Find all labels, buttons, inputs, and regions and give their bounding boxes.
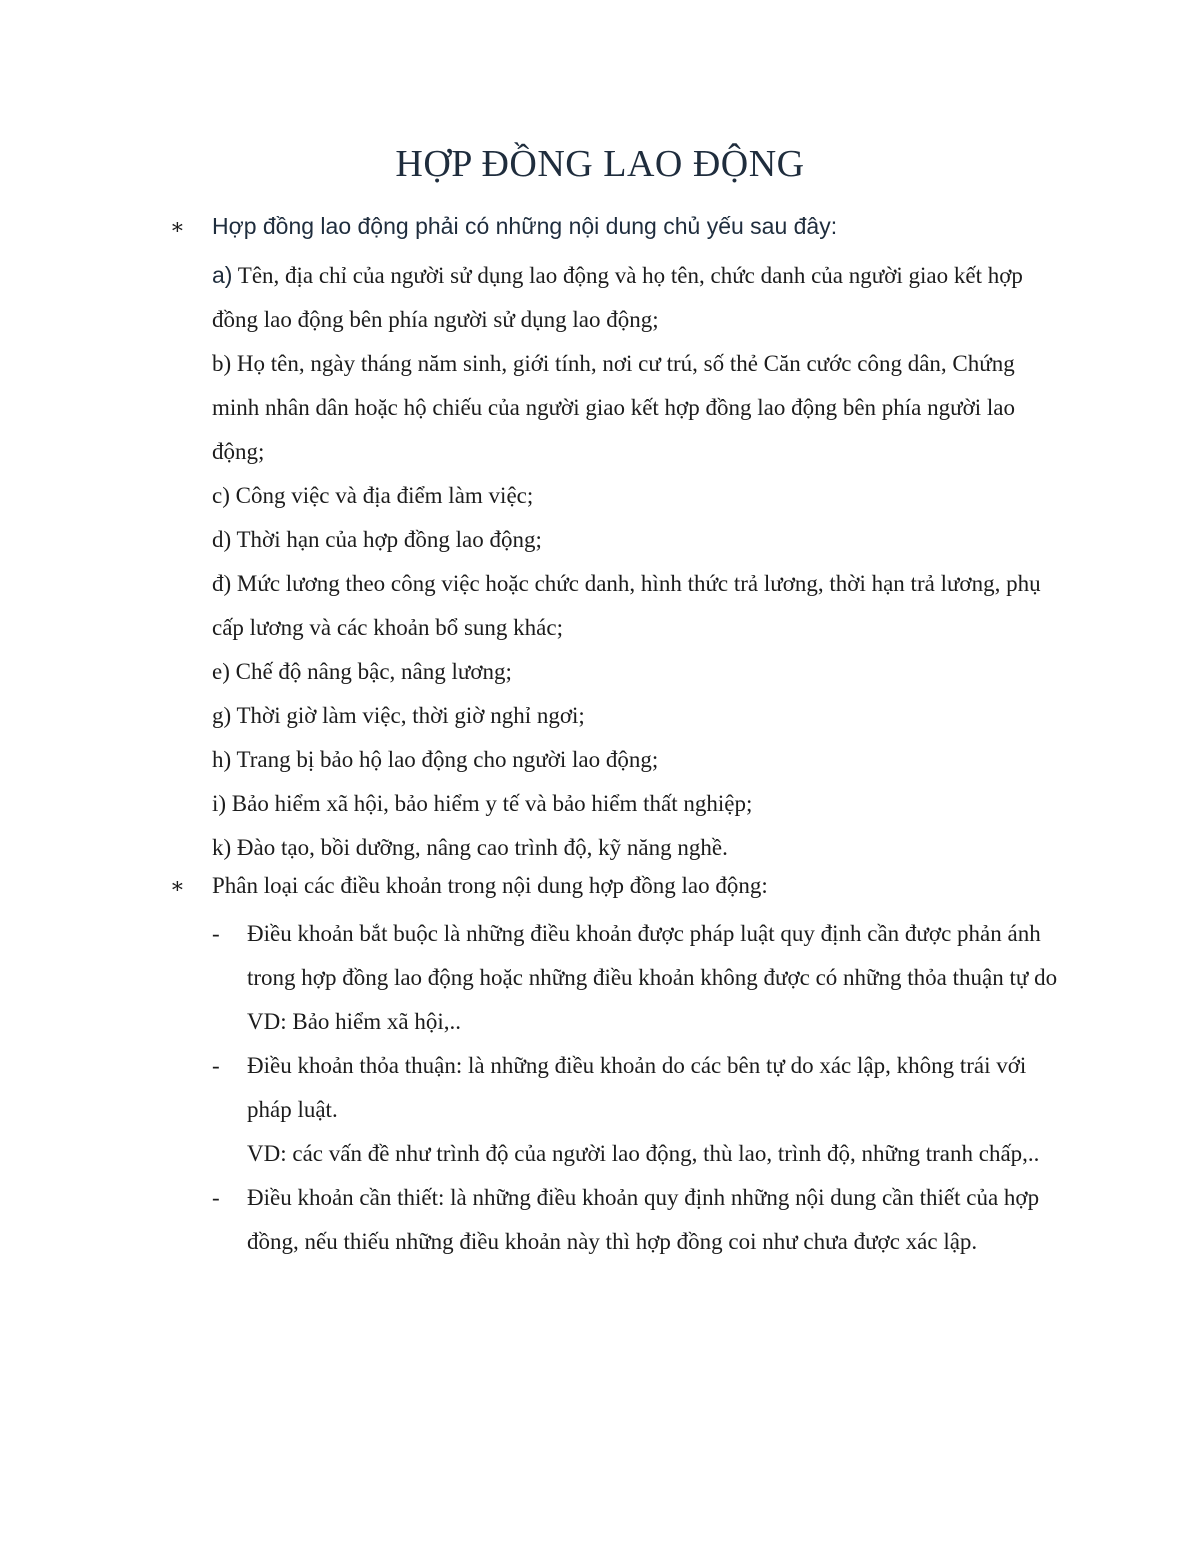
document-title: HỢP ĐỒNG LAO ĐỘNG (395, 143, 805, 185)
clause-item (212, 1044, 1072, 1176)
section1-list (212, 253, 1052, 870)
list-item: g) Thời giờ làm việc, thời giờ nghỉ ngơi; (212, 703, 585, 728)
asterisk-bullet-icon: ∗ (170, 873, 185, 898)
clause-text: Điều khoản cần thiết: là những điều khoản quy định những nội dung cần thiết của hợp đồng, nếu thiếu những điều khoản này thì hợp đồng coi như chưa được xác lập. (247, 1185, 1040, 1254)
list-item: d) Thời hạn của hợp đồng lao động; (212, 527, 542, 552)
list-item-a (212, 253, 1052, 342)
list-item: i) Bảo hiểm xã hội, bảo hiểm y tế và bảo hiểm thất nghiệp; (212, 791, 753, 816)
clause-text: Điều khoản bắt buộc là những điều khoản được pháp luật quy định cần được phản ánh trong hợp đồng lao động hoặc những điều khoản không được có những thỏa thuận tự do (247, 921, 1058, 990)
list-item: e) Chế độ nâng bậc, nâng lương; (212, 659, 512, 684)
clause-example: VD: Bảo hiểm xã hội,.. (247, 1009, 461, 1034)
dash-bullet-icon: - (212, 921, 220, 946)
clause-item (212, 912, 1072, 1044)
section2-list (212, 912, 1072, 1264)
section1-heading: Hợp đồng lao động phải có những nội dung chủ yếu sau đây: (212, 213, 838, 239)
section2-heading: Phân loại các điều khoản trong nội dung hợp đồng lao động: (212, 873, 768, 898)
section2-heading-row (170, 873, 1080, 899)
clause-text: Điều khoản thỏa thuận: là những điều khoản do các bên tự do xác lập, không trái với pháp luật. (247, 1053, 1027, 1122)
section1-heading-row (170, 213, 1080, 240)
dash-bullet-icon: - (212, 1185, 220, 1210)
list-item: h) Trang bị bảo hộ lao động cho người lao động; (212, 747, 659, 772)
item-a-text: Tên, địa chỉ của người sử dụng lao động và họ tên, chức danh của người giao kết hợp đồng lao động bên phía người sử dụng lao động; (212, 263, 1023, 332)
list-item: b) Họ tên, ngày tháng năm sinh, giới tính, nơi cư trú, số thẻ Căn cước công dân, Chứng minh nhân dân hoặc hộ chiếu của người giao kết hợp đồng lao động bên phía người lao động; (212, 351, 1015, 464)
clause-example: VD: các vấn đề như trình độ của người lao động, thù lao, trình độ, những tranh chấp,.. (247, 1141, 1040, 1166)
list-item: c) Công việc và địa điểm làm việc; (212, 483, 534, 508)
item-a-letter: a) (212, 262, 233, 288)
list-item: k) Đào tạo, bồi dưỡng, nâng cao trình độ, kỹ năng nghề. (212, 835, 728, 860)
dash-bullet-icon: - (212, 1053, 220, 1078)
clause-item (212, 1176, 1072, 1264)
asterisk-bullet-icon: ∗ (170, 214, 185, 239)
list-item: đ) Mức lương theo công việc hoặc chức danh, hình thức trả lương, thời hạn trả lương, phụ cấp lương và các khoản bổ sung khác; (212, 571, 1041, 640)
